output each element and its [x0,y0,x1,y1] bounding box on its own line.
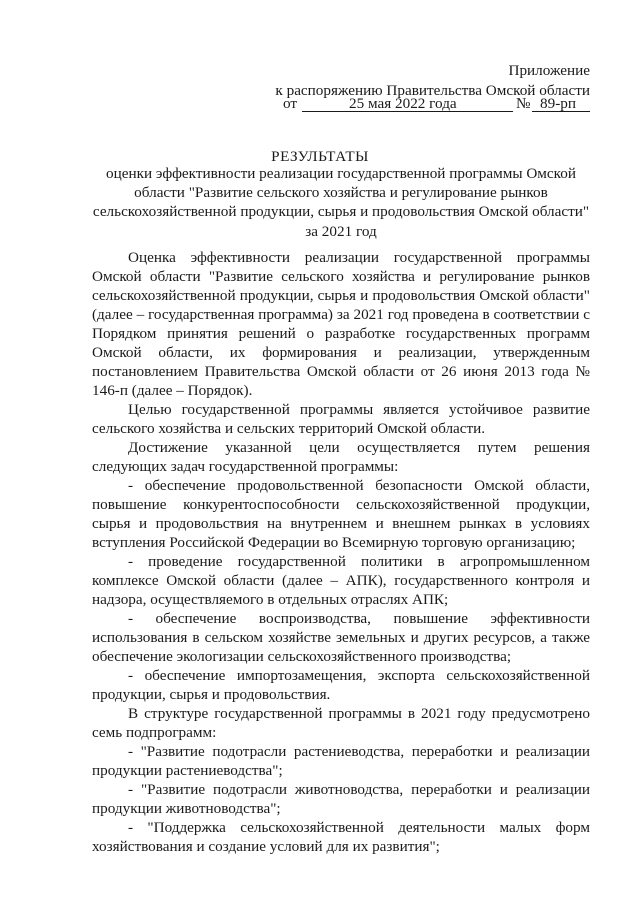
paragraph: В структуре государственной программы в 2021 году предусмотрено семь подпрограмм: [92,705,590,741]
paragraph: Оценка эффективности реализации государственной программы Омской области "Развитие сельского хозяйства и регулирование рынков сельскохозяйственной продукции, сырья и продовольствия Омской области" (далее – государственная программа) за 2021 год проведена в соответствии с Порядком принятия решений о разработке государственных программ Омской области, их формирования и реализации, утвержденным постановлением Правительства Омской области от 26 июня 2013 года № 146-п (далее – Порядок). [92,249,590,399]
order-date-number-line [283,95,590,117]
list-item: - "Развитие подотрасли растениеводства, переработки и реализации продукции растениеводства"; [92,743,590,779]
from-label: от [283,95,298,112]
list-item: - обеспечение продовольственной безопасности Омской области, повышение конкурентоспособности сельскохозяйственной продукции, сырья и продовольствия на внутреннем и внешнем рынках в условиях вступления Российской Федерации во Всемирную торговую организацию; [92,477,590,551]
list-item: - проведение государственной политики в агропромышленном комплексе Омской области (далее – АПК), государственного контроля и надзора, осуществляемого в отдельных отраслях АПК; [92,553,590,608]
order-number: 89-рп [540,95,576,112]
list-item: - "Поддержка сельскохозяйственной деятельности малых форм хозяйствования и создание условий для их развития"; [92,819,590,855]
order-date: 25 мая 2022 года [349,95,457,112]
list-item: - обеспечение воспроизводства, повышение эффективности использования в сельском хозяйстве земельных и других ресурсов, а также обеспечение экологизации сельскохозяйственного производства; [92,610,590,665]
appendix-reference: к распоряжению Правительства Омской области [275,82,590,99]
appendix-label: Приложение [508,62,590,79]
paragraph: Целью государственной программы является устойчивое развитие сельского хозяйства и сельских территорий Омской области. [92,401,590,437]
document-subtitle: оценки эффективности реализации государственной программы Омской области "Развитие сельского хозяйства и регулирование рынков сельскохозяйственной продукции, сырья и продовольствия Омской области" за 2021 год [92,165,590,240]
document-title: РЕЗУЛЬТАТЫ [271,148,369,165]
document-body [92,248,590,856]
list-item: - обеспечение импортозамещения, экспорта сельскохозяйственной продукции, сырья и продовольствия. [92,667,590,703]
paragraph: Достижение указанной цели осуществляется путем решения следующих задач государственной программы: [92,439,590,475]
list-item: - "Развитие подотрасли животноводства, переработки и реализации продукции животноводства"; [92,781,590,817]
number-label: № [516,95,531,112]
